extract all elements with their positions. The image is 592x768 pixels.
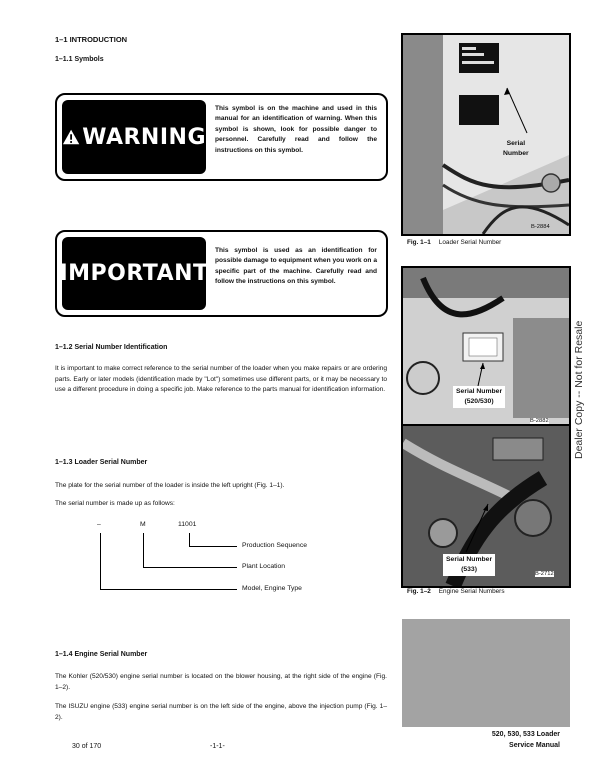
- section-title: 1–1 INTRODUCTION: [55, 35, 128, 44]
- fig2-caption-text: Engine Serial Numbers: [438, 588, 505, 595]
- loader-serial-text-2: The serial number is made up as follows:: [55, 500, 175, 507]
- fig1-caption-number: Fig. 1–1: [407, 239, 431, 246]
- diagram-production: Production Sequence: [242, 542, 307, 549]
- fig2-code-a: B-2882: [530, 418, 549, 424]
- serial-id-text: It is important to make correct reference to the serial number of the loader when you make repairs or are ordering parts. Early or later models (identification made by "Lot") sometimes use different parts, or it may be necessary to use a different procedure in doing a specific job. Make reference to the parts manual for identification information.: [55, 365, 387, 394]
- figure-1-2-photo: [401, 266, 571, 588]
- important-text: This symbol is used as an identification for possible damage to equipment when you work on a specific part of the machine. Carefully read and follow the instructions on this symbol.: [215, 247, 377, 286]
- engine-illustration: [403, 268, 569, 586]
- footer-manual: Service Manual: [509, 742, 560, 749]
- page-count: 30 of 170: [72, 743, 102, 750]
- warning-symbol-box: [55, 93, 388, 181]
- diagram-m: M: [140, 521, 146, 528]
- diagram-model: Model, Engine Type: [242, 585, 302, 592]
- figure-1-2-caption: [407, 588, 505, 595]
- important-decal: [59, 237, 209, 310]
- diagram-plant: Plant Location: [242, 563, 286, 570]
- engine-serial-text-2: The ISUZU engine (533) engine serial number is on the left side of the engine, above the injection pump (Fig. 1–2).: [55, 703, 387, 721]
- fig1-code: B-2884: [531, 224, 550, 230]
- bracket-line: [100, 589, 237, 590]
- serial-id-heading: 1–1.2 Serial Number Identification: [55, 344, 168, 351]
- fig2-serial-label-a: Serial Number (520/530): [453, 386, 505, 408]
- diagram-number: 11001: [178, 521, 197, 528]
- bracket-line: [189, 533, 190, 546]
- figure-1-1-caption: [407, 239, 501, 246]
- dealer-copy-watermark: Dealer Copy -- Not for Resale: [573, 320, 585, 459]
- warning-decal: [62, 100, 206, 174]
- fig1-caption-text: Loader Serial Number: [438, 239, 502, 246]
- warning-triangle-icon: [62, 128, 80, 146]
- footer-model: 520, 530, 533 Loader: [491, 731, 560, 738]
- warning-label: WARNING: [82, 124, 206, 150]
- engine-serial-heading: 1–1.4 Engine Serial Number: [55, 651, 148, 658]
- warning-text: This symbol is on the machine and used in this manual for an identification of warning. When this symbol is shown, look for possible danger to personnel. Carefully read and follow the instructions on this symbol.: [215, 105, 377, 154]
- page-number: -1-1-: [210, 743, 225, 750]
- diagram-dash: –: [97, 521, 101, 528]
- fig2-code-b: B-2712: [535, 571, 554, 577]
- bracket-line: [189, 546, 237, 547]
- loader-serial-text-1: The plate for the serial number of the loader is inside the left upright (Fig. 1–1).: [55, 482, 285, 489]
- fig2-serial-label-b: Serial Number (533): [443, 554, 495, 576]
- fig1-serial-label: Serial Number: [503, 140, 529, 157]
- loader-serial-heading: 1–1.3 Loader Serial Number: [55, 459, 148, 466]
- important-label: IMPORTANT: [59, 261, 209, 286]
- bracket-line: [100, 533, 101, 589]
- important-symbol-box: [55, 230, 388, 317]
- gray-placeholder-panel: [402, 619, 570, 727]
- symbols-heading: 1–1.1 Symbols: [55, 56, 104, 63]
- bracket-line: [143, 567, 237, 568]
- loader-upright-illustration: [403, 35, 569, 234]
- figure-1-1-photo: [401, 33, 571, 236]
- fig2-caption-number: Fig. 1–2: [407, 588, 431, 595]
- engine-serial-text-1: The Kohler (520/530) engine serial number is located on the blower housing, at the right side of the engine (Fig. 1–2).: [55, 673, 387, 691]
- bracket-line: [143, 533, 144, 567]
